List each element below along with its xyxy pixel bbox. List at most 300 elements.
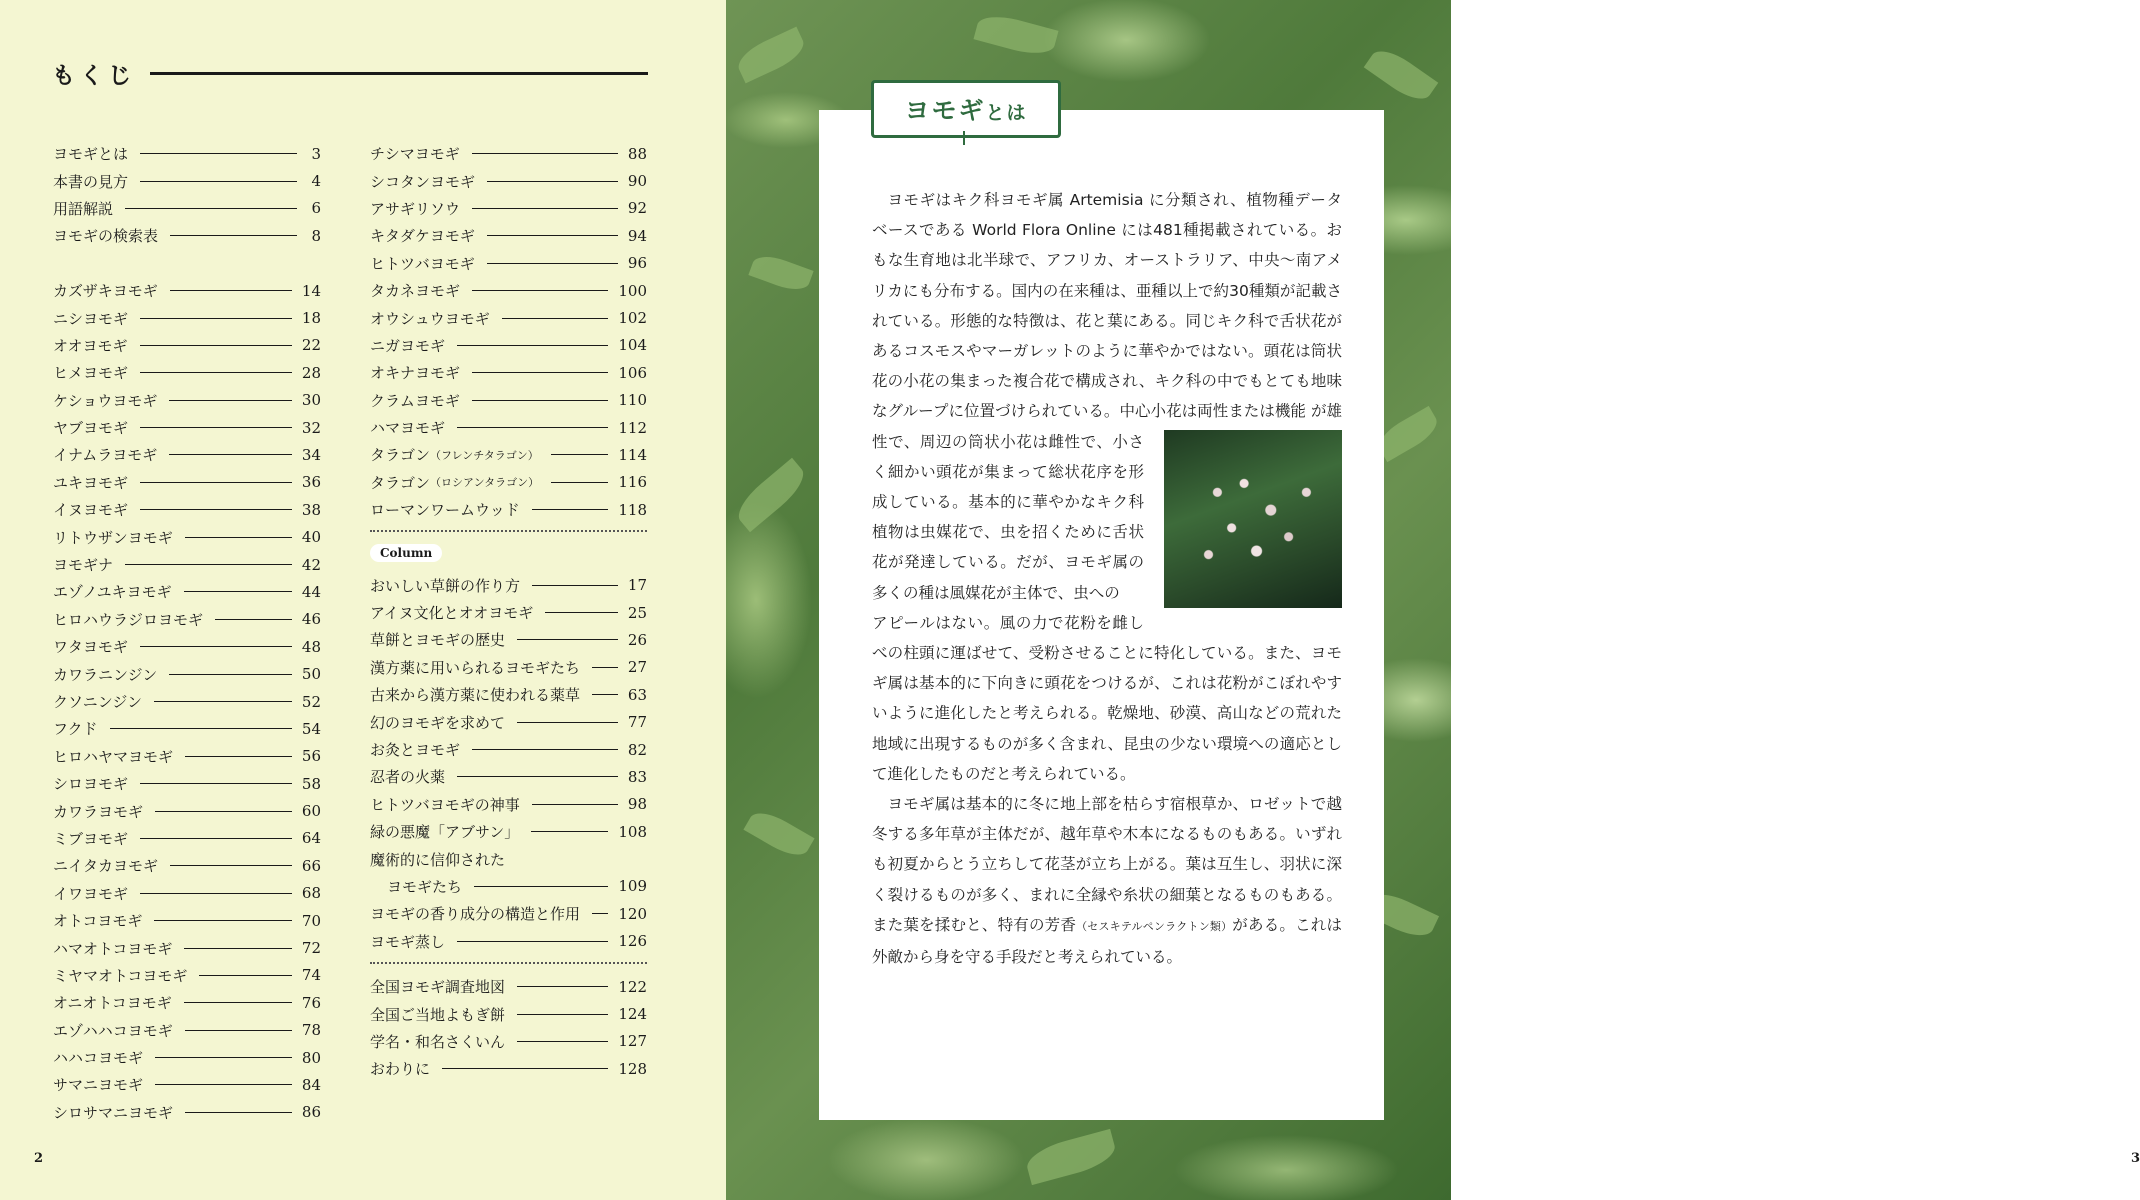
toc-entry-label: シコタンヨモギ (370, 172, 476, 191)
toc-entry-label: クラムヨモギ (370, 391, 460, 410)
toc-entry-page: 50 (301, 665, 321, 684)
title-box-tick (963, 131, 965, 145)
toc-leader-line (517, 1041, 608, 1042)
toc-entry[interactable] (370, 973, 647, 1000)
toc-entry-page: 56 (301, 747, 321, 766)
toc-entry[interactable] (370, 250, 647, 277)
toc-leader-line (140, 509, 292, 510)
article-text-line: くの種は風媒花が主体で、虫への (887, 583, 1120, 602)
toc-leader-line (140, 318, 292, 319)
article-paragraph (872, 185, 1342, 789)
toc-leader-line (155, 1084, 292, 1085)
toc-leader-line (169, 400, 292, 401)
toc-entry-label: ニシヨモギ (53, 309, 129, 328)
article-note: （セスキテルペンラクトン類） (1076, 919, 1233, 933)
toc-entry-page: 18 (301, 309, 321, 328)
toc-entry-page: 48 (301, 637, 321, 656)
toc-entry-label: ニガヨモギ (370, 336, 446, 355)
article-text: アピールはない。風の力で花粉を雌しべの柱頭に運ばせて、受粉させることに特化している。また、ヨモギ属は基本的に下向きに頭花をつけるが、これは花粉がこぼれやすいように進化したと考えられる。乾燥地、砂漠、高山などの荒れた地域に出現するものが多く含まれ、昆虫の少ない環境への適応として進化したものだと考えられている。 (872, 613, 1342, 783)
toc-entry-page: 127 (618, 1032, 647, 1051)
toc-entry[interactable] (53, 195, 321, 222)
article-text-line: 達している。だが、ヨモギ属の多 (872, 553, 1144, 602)
toc-entry[interactable] (370, 845, 647, 872)
toc-entry-page: 40 (301, 528, 321, 547)
toc-entry-page: 128 (618, 1059, 647, 1078)
toc-entry[interactable] (370, 1028, 647, 1055)
toc-entry[interactable] (53, 770, 321, 797)
toc-leader-line (169, 454, 292, 455)
toc-entry[interactable] (370, 195, 647, 222)
toc-entry-page: 106 (618, 363, 647, 382)
toc-entry-label: シロサマニヨモギ (53, 1103, 174, 1122)
toc-entry-label: 幻のヨモギを求めて (370, 713, 506, 732)
toc-leader-line (517, 986, 608, 987)
toc-entry-label: ヨモギナ (53, 556, 114, 575)
toc-entry[interactable] (53, 934, 321, 961)
toc-entry-label: カワラヨモギ (53, 802, 144, 821)
toc-leader-line (592, 667, 618, 668)
toc-entry-label: 漢方薬に用いられるヨモギたち (370, 658, 581, 677)
toc-entry[interactable] (370, 496, 647, 523)
toc-entry[interactable] (370, 791, 647, 818)
toc-entry[interactable] (370, 304, 647, 331)
toc-entry-label: キタダケヨモギ (370, 227, 475, 246)
toc-entry-label: 草餅とヨモギの歴史 (370, 631, 506, 650)
toc-gap (53, 250, 321, 277)
toc-entry[interactable] (53, 797, 321, 824)
dotted-divider (370, 530, 647, 532)
toc-entry-page: 120 (618, 904, 647, 923)
toc-entry-label: 学名・和名さくいん (370, 1032, 506, 1051)
toc-entry[interactable] (53, 277, 321, 304)
article-text-line: が雄性で、周辺の筒状小花は雌 (872, 402, 1342, 451)
toc-entry-page: 60 (301, 802, 321, 821)
toc-leader-line (140, 372, 292, 373)
toc-leader-line (140, 345, 292, 346)
toc-entry-page: 3 (311, 144, 321, 163)
toc-entry-label: おいしい草餅の作り方 (370, 576, 521, 595)
toc-entry-label: 全国ご当地よもぎ餅 (370, 1005, 506, 1024)
artemisia-flower-photo (1164, 430, 1342, 608)
toc-entry[interactable] (53, 825, 321, 852)
toc-leader-line (185, 756, 292, 757)
toc-entry[interactable] (53, 688, 321, 715)
toc-entry-label: ハマヨモギ (370, 419, 446, 438)
toc-entry-label: エゾノユキヨモギ (53, 583, 172, 602)
toc-species-list (53, 277, 321, 1126)
toc-leader-line (532, 804, 618, 805)
toc-entry-label: 用語解説 (53, 199, 114, 218)
toc-entry-page: 94 (627, 226, 647, 245)
toc-leader-line (215, 619, 292, 620)
toc-appendix-list (370, 973, 647, 1083)
toc-entry-page: 112 (618, 418, 647, 437)
toc-entry-page: 27 (627, 658, 647, 677)
toc-leader-line (140, 181, 297, 182)
section-title-main: ヨモギ (904, 96, 986, 125)
toc-title: もくじ (52, 62, 136, 89)
toc-entry-page: 74 (301, 966, 321, 985)
toc-entry[interactable] (53, 989, 321, 1016)
toc-entry[interactable] (370, 1000, 647, 1027)
toc-entry[interactable] (53, 167, 321, 194)
toc-species-list (370, 140, 647, 523)
toc-leader-line (472, 400, 609, 401)
toc-entry-label: アサギリソウ (370, 199, 461, 218)
toc-entry-label: ヨモギの検索表 (53, 227, 159, 246)
toc-entry-page: 34 (301, 445, 321, 464)
foliage-decoration (748, 251, 813, 296)
toc-entry-page: 42 (301, 555, 321, 574)
toc-leader-line (531, 831, 608, 832)
toc-column-list (370, 900, 647, 955)
section-title-box (871, 80, 1061, 138)
toc-leader-line (185, 1112, 292, 1113)
column-badge: Column (370, 544, 442, 562)
toc-entry-continued[interactable] (370, 873, 647, 900)
toc-leader-line (532, 585, 618, 586)
toc-entry-label: カワラニンジン (53, 665, 158, 684)
toc-leader-line (199, 975, 292, 976)
toc-entry[interactable] (53, 880, 321, 907)
toc-leader-line (457, 941, 608, 942)
toc-leader-line (140, 153, 297, 154)
toc-entry-page: 78 (301, 1021, 321, 1040)
toc-entry-page: 28 (301, 363, 321, 382)
toc-entry-page: 82 (627, 740, 647, 759)
toc-entry[interactable] (53, 332, 321, 359)
toc-entry[interactable] (53, 1044, 321, 1071)
toc-entry-label: 本書の見方 (53, 172, 129, 191)
toc-entry-label: オニオトコヨモギ (53, 994, 172, 1013)
toc-entry-label: 全国ヨモギ調査地図 (370, 978, 506, 997)
toc-leader-line (140, 427, 292, 428)
toc-entry-page: 88 (627, 144, 647, 163)
dotted-divider (370, 962, 647, 964)
toc-entry[interactable] (370, 818, 647, 845)
toc-leader-line (502, 318, 609, 319)
toc-entry-page: 122 (618, 977, 647, 996)
toc-entry-page: 66 (301, 856, 321, 875)
section-title-suffix: とは (985, 102, 1028, 124)
toc-entry[interactable] (53, 414, 321, 441)
toc-entry-page: 118 (618, 500, 647, 519)
toc-entry-page: 17 (627, 576, 647, 595)
toc-leader-line (185, 1030, 292, 1031)
toc-leader-line (472, 290, 608, 291)
toc-entry-label: ヒメヨモギ (53, 364, 129, 383)
toc-entry-page: 36 (301, 473, 321, 492)
toc-entry-page: 90 (627, 172, 647, 191)
article-body (872, 185, 1342, 972)
toc-entry-label: タラゴン (370, 446, 431, 465)
toc-entry-page: 32 (301, 418, 321, 437)
toc-entry-label: イヌヨモギ (53, 501, 129, 520)
toc-entry[interactable] (370, 387, 647, 414)
toc-entry-page: 25 (627, 603, 647, 622)
toc-entry-label: ハマオトコヨモギ (53, 939, 173, 958)
toc-entry-page: 108 (618, 822, 647, 841)
toc-entry-page: 96 (627, 254, 647, 273)
toc-leader-line (517, 1014, 608, 1015)
toc-entry-label: ヨモギの香り成分の構造と作用 (370, 905, 581, 924)
toc-entry-label: イナムラヨモギ (53, 446, 158, 465)
toc-entry-page: 4 (311, 172, 321, 191)
toc-entry-label: 古来から漢方薬に使われる薬草 (370, 686, 581, 705)
toc-entry[interactable] (370, 928, 647, 955)
toc-leader-line (184, 1002, 292, 1003)
toc-entry-label: ヨモギ蒸し (370, 932, 446, 951)
toc-leader-line (472, 153, 618, 154)
toc-entry-label: オトコヨモギ (53, 912, 143, 931)
foliage-decoration (973, 10, 1058, 60)
toc-entry-label: チシマヨモギ (370, 145, 460, 164)
toc-entry-label: クソニンジン (53, 693, 142, 711)
toc-leader-line (551, 482, 608, 483)
article-text: ヨモギ属は基本的に冬に地上部を枯らす宿根草か、ロゼットで越冬する多年草が主体だが、越年草や木本になるものもある。いずれも初夏からとう立ちして花茎が立ち上がる。葉は互生し、羽状に深く裂けるものが多く、まれに全縁や糸状の細葉となるものもある。また葉を揉むと、特有の芳香 (872, 795, 1342, 934)
toc-entry-page: 8 (311, 226, 321, 245)
toc-entry-label: ニイタカヨモギ (53, 857, 159, 876)
toc-entry[interactable] (53, 715, 321, 742)
toc-entry[interactable] (370, 332, 647, 359)
toc-entry[interactable] (53, 962, 321, 989)
toc-entry-label: ローマンワームウッド (370, 501, 520, 520)
toc-entry-label: リトウザンヨモギ (53, 528, 173, 547)
toc-entry[interactable] (53, 1099, 321, 1126)
toc-entry-label: ワタヨモギ (53, 638, 128, 657)
toc-entry-page: 92 (627, 199, 647, 218)
toc-entry-label: ヨモギとは (53, 145, 129, 164)
toc-entry-page: 14 (301, 281, 321, 300)
toc-entry-page: 124 (618, 1005, 647, 1024)
toc-leader-line (110, 728, 292, 729)
toc-entry-label: サマニヨモギ (53, 1076, 144, 1095)
toc-entry[interactable] (370, 469, 647, 496)
toc-entry-page: 126 (618, 932, 647, 951)
toc-entry[interactable] (53, 441, 321, 468)
toc-entry-page: 109 (618, 877, 647, 896)
toc-entry-label: ユキヨモギ (53, 473, 129, 492)
toc-leader-line (457, 427, 608, 428)
toc-entry-label: オオヨモギ (53, 336, 128, 355)
toc-title-rule (150, 72, 648, 75)
toc-entry-page: 83 (627, 767, 647, 786)
toc-entry[interactable] (53, 1017, 321, 1044)
toc-entry-page: 114 (618, 445, 647, 464)
toc-entry-label: オキナヨモギ (370, 364, 461, 383)
toc-entry[interactable] (370, 222, 647, 249)
article-text-line: 花で、虫を招くために舌状花が発 (872, 523, 1144, 572)
toc-entry-label: カズザキヨモギ (53, 282, 158, 301)
toc-entry[interactable] (370, 626, 647, 653)
toc-leader-line (474, 886, 608, 887)
toc-entry-label: ミヤマオトコヨモギ (53, 966, 188, 985)
toc-entry-page: 6 (311, 199, 321, 218)
toc-leader-line (185, 537, 292, 538)
foliage-decoration (1023, 1129, 1119, 1185)
right-page-article (726, 0, 2140, 1200)
toc-entry[interactable] (370, 654, 647, 681)
toc-intro-list (53, 140, 321, 250)
toc-leader-line (487, 181, 618, 182)
toc-entry-label: ヒロハヤマヨモギ (53, 747, 174, 766)
toc-column-left (53, 140, 321, 1126)
toc-entry-page: 116 (618, 473, 647, 492)
toc-entry-page: 54 (301, 719, 321, 738)
toc-entry-page: 80 (301, 1048, 321, 1067)
toc-leader-line (170, 235, 297, 236)
toc-entry-page: 44 (301, 582, 321, 601)
toc-entry-label: ヤブヨモギ (53, 419, 129, 438)
toc-entry[interactable] (370, 681, 647, 708)
toc-entry[interactable] (53, 304, 321, 331)
toc-leader-line (155, 811, 292, 812)
toc-leader-line (517, 722, 618, 723)
toc-entry-label: フクド (53, 720, 98, 739)
toc-entry-page: 86 (301, 1103, 321, 1122)
toc-entry-page: 77 (627, 713, 647, 732)
toc-entry[interactable] (370, 414, 647, 441)
toc-entry-page: 84 (301, 1075, 321, 1094)
toc-entry[interactable] (53, 633, 321, 660)
toc-entry-page: 22 (301, 336, 321, 355)
toc-entry[interactable] (370, 1055, 647, 1082)
toc-entry[interactable] (370, 708, 647, 735)
toc-leader-line (532, 509, 609, 510)
toc-leader-line (457, 776, 618, 777)
toc-leader-line (154, 701, 292, 702)
toc-column-list (370, 571, 647, 845)
foliage-decoration (731, 458, 812, 532)
toc-entry-label: ヨモギたち (387, 877, 463, 896)
toc-entry[interactable] (370, 359, 647, 386)
toc-leader-line (472, 749, 618, 750)
toc-leader-line (487, 263, 618, 264)
toc-entry-label: エゾハハコヨモギ (53, 1021, 173, 1040)
toc-entry-page: 64 (301, 829, 321, 848)
toc-entry-page: 52 (301, 692, 321, 711)
toc-entry[interactable] (370, 277, 647, 304)
toc-entry[interactable] (53, 140, 321, 167)
toc-entry-label: お灸とヨモギ (370, 741, 461, 759)
toc-entry-label: ケショウヨモギ (53, 391, 158, 410)
foliage-decoration (733, 27, 809, 84)
toc-entry-page: 100 (618, 281, 647, 300)
toc-entry[interactable] (53, 469, 321, 496)
toc-entry[interactable] (53, 660, 321, 687)
toc-entry-label: おわりに (370, 1060, 431, 1079)
toc-entry[interactable] (370, 441, 647, 468)
toc-leader-line (140, 646, 292, 647)
toc-entry-page: 30 (301, 391, 321, 410)
toc-leader-line (140, 783, 292, 784)
toc-entry-page: 70 (301, 911, 321, 930)
toc-entry-page: 26 (627, 630, 647, 649)
toc-entry-page: 38 (301, 500, 321, 519)
toc-entry[interactable] (53, 496, 321, 523)
left-page-toc (0, 0, 726, 1200)
toc-entry-page: 72 (301, 939, 321, 958)
toc-leader-line (170, 865, 292, 866)
toc-entry[interactable] (53, 222, 321, 249)
toc-entry-page: 63 (627, 685, 647, 704)
toc-entry[interactable] (53, 523, 321, 550)
toc-entry[interactable] (370, 763, 647, 790)
toc-entry[interactable] (53, 743, 321, 770)
toc-leader-line (155, 1057, 292, 1058)
toc-leader-line (592, 694, 618, 695)
toc-entry-page: 104 (618, 336, 647, 355)
toc-leader-line (184, 591, 292, 592)
foliage-decoration (1364, 43, 1439, 108)
toc-leader-line (551, 454, 609, 455)
toc-entry-page: 102 (618, 309, 647, 328)
toc-entry[interactable] (53, 606, 321, 633)
toc-entry-page: 98 (627, 795, 647, 814)
toc-entry[interactable] (53, 1071, 321, 1098)
toc-leader-line (442, 1068, 608, 1069)
toc-leader-line (545, 612, 618, 613)
toc-entry[interactable] (370, 599, 647, 626)
article-text-line: 性で、小さく細かい頭花が集まっ (872, 432, 1144, 481)
toc-entry-label: 魔術的に信仰された (370, 850, 506, 869)
toc-header (52, 58, 648, 88)
toc-entry-note: （ロシアンタラゴン） (430, 476, 540, 490)
toc-leader-line (154, 920, 292, 921)
toc-entry[interactable] (370, 140, 647, 167)
toc-entry[interactable] (53, 852, 321, 879)
toc-entry[interactable] (53, 551, 321, 578)
article-text-line: て総状花序を形成している。基本 (872, 462, 1144, 512)
toc-leader-line (457, 345, 608, 346)
toc-entry-label: シロヨモギ (53, 775, 129, 794)
toc-column-right (370, 140, 647, 1083)
toc-entry[interactable] (53, 359, 321, 386)
toc-entry[interactable] (370, 900, 647, 927)
toc-leader-line (472, 372, 608, 373)
toc-leader-line (472, 208, 618, 209)
toc-entry-label: ヒトツバヨモギ (370, 254, 475, 273)
toc-entry-label: ヒトツバヨモギの神事 (370, 795, 520, 814)
toc-entry-page: 110 (618, 391, 647, 410)
toc-entry-label: イワヨモギ (53, 884, 129, 903)
toc-entry-label: 忍者の火薬 (370, 768, 446, 787)
foliage-decoration (743, 805, 814, 862)
toc-entry-label: 緑の悪魔「アブサン」 (370, 823, 520, 842)
toc-entry-page: 46 (301, 610, 321, 629)
toc-entry-note: （フレンチタラゴン） (430, 448, 539, 462)
toc-leader-line (169, 674, 292, 675)
toc-entry-page: 58 (301, 774, 321, 793)
article-paragraph (872, 789, 1342, 972)
toc-entry-label: ミブヨモギ (53, 829, 129, 848)
toc-entry-label: ハハコヨモギ (53, 1049, 144, 1068)
toc-entry[interactable] (53, 907, 321, 934)
toc-entry[interactable] (370, 571, 647, 598)
toc-leader-line (170, 290, 292, 291)
toc-leader-line (140, 893, 292, 894)
toc-leader-line (184, 948, 292, 949)
toc-entry[interactable] (53, 387, 321, 414)
toc-leader-line (140, 838, 292, 839)
page-number-right: 3 (2131, 1151, 2140, 1166)
toc-entry[interactable] (370, 736, 647, 763)
toc-leader-line (487, 235, 618, 236)
toc-leader-line (125, 208, 297, 209)
toc-entry[interactable] (370, 167, 647, 194)
toc-entry-label: オウシュウヨモギ (370, 309, 490, 328)
toc-entry[interactable] (53, 578, 321, 605)
